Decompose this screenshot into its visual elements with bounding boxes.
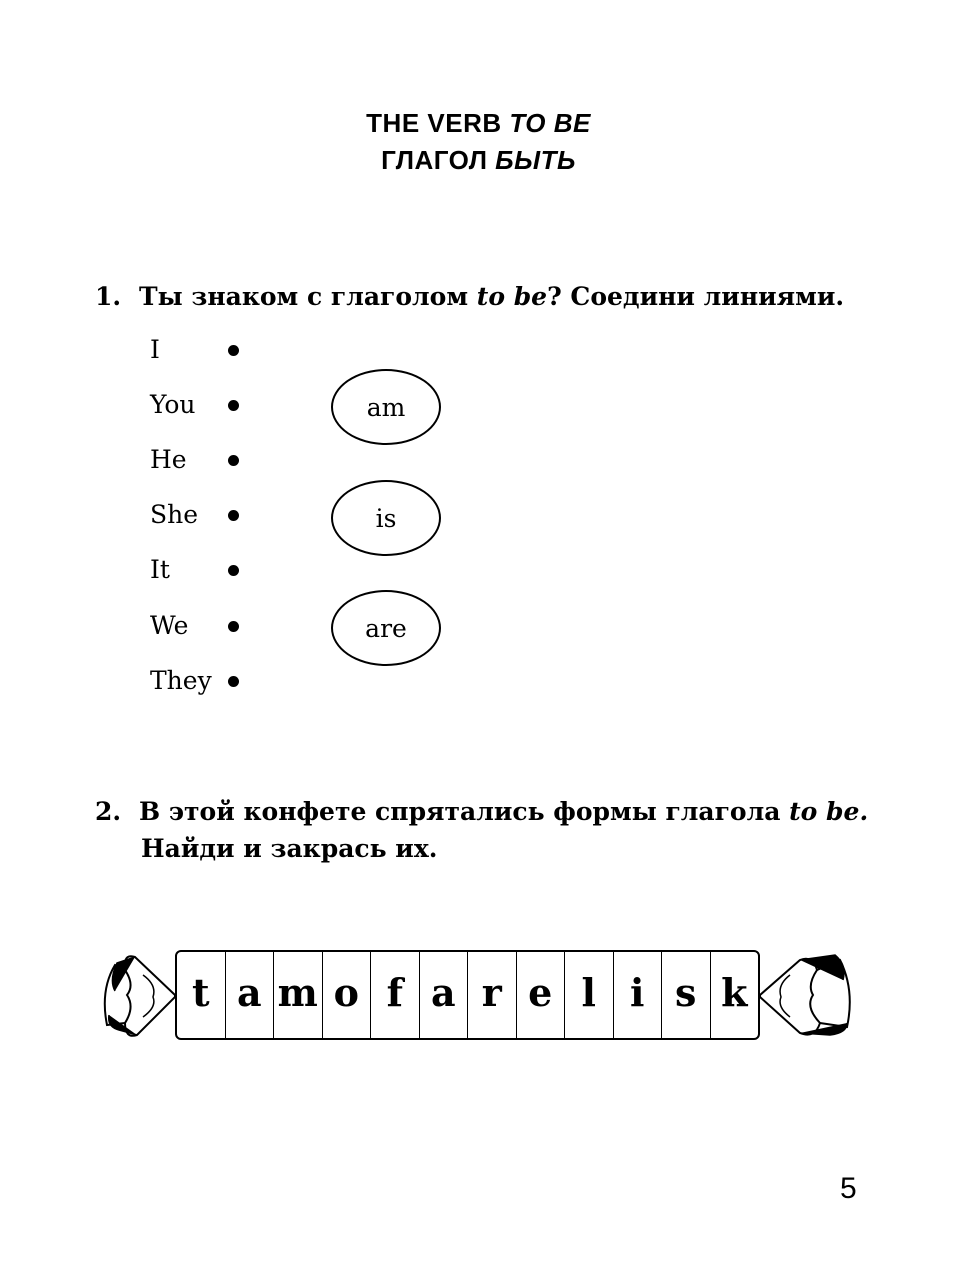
verb-oval-is[interactable]: is bbox=[331, 480, 441, 556]
letter-cell[interactable]: m bbox=[274, 952, 323, 1038]
letter-cell[interactable]: f bbox=[371, 952, 420, 1038]
letter-cell[interactable]: k bbox=[721, 969, 748, 1015]
task-1-heading: 1. Ты знаком с глаголом to be? Соедини линиями. bbox=[95, 282, 845, 311]
letter-cell[interactable]: a bbox=[420, 952, 469, 1038]
letter-cell[interactable]: t bbox=[177, 952, 226, 1038]
candy-letter-strip bbox=[175, 950, 760, 1040]
pronoun-you: You bbox=[150, 390, 196, 419]
letter-cell[interactable]: o bbox=[323, 952, 372, 1038]
page-number: 5 bbox=[840, 1172, 857, 1205]
connect-dot[interactable] bbox=[228, 676, 239, 687]
pronoun-he: He bbox=[150, 445, 187, 474]
connect-dot[interactable] bbox=[228, 400, 239, 411]
pronoun-we: We bbox=[150, 611, 189, 640]
candy-word-puzzle bbox=[95, 935, 865, 1055]
task-2-heading: 2. В этой конфете спрятались формы глагола to be. Найди и закрась их. bbox=[95, 793, 868, 867]
pronoun-it: It bbox=[150, 555, 170, 584]
connect-dot[interactable] bbox=[228, 345, 239, 356]
page-title-russian: ГЛАГОЛ БЫТЬ bbox=[381, 145, 576, 175]
task-number: 1. bbox=[95, 282, 122, 311]
letter-cell[interactable]: l bbox=[565, 952, 614, 1038]
letter-cell[interactable]: s bbox=[662, 952, 711, 1038]
letter-cell[interactable]: i bbox=[614, 952, 663, 1038]
connect-dot[interactable] bbox=[228, 621, 239, 632]
task-number: 2. bbox=[95, 797, 122, 826]
letter-cell[interactable]: a bbox=[226, 952, 275, 1038]
connect-dot[interactable] bbox=[228, 455, 239, 466]
connect-dot[interactable] bbox=[228, 565, 239, 576]
verb-oval-am[interactable]: am bbox=[331, 369, 441, 445]
page-title-english: THE VERB TO BE bbox=[366, 108, 591, 138]
verb-oval-are[interactable]: are bbox=[331, 590, 441, 666]
pronoun-she: She bbox=[150, 500, 199, 529]
letter-cell[interactable]: r bbox=[468, 952, 517, 1038]
letter-cell[interactable]: e bbox=[517, 952, 566, 1038]
connect-dot[interactable] bbox=[228, 510, 239, 521]
pronoun-they: They bbox=[150, 666, 212, 695]
pronoun-i: I bbox=[150, 335, 160, 364]
